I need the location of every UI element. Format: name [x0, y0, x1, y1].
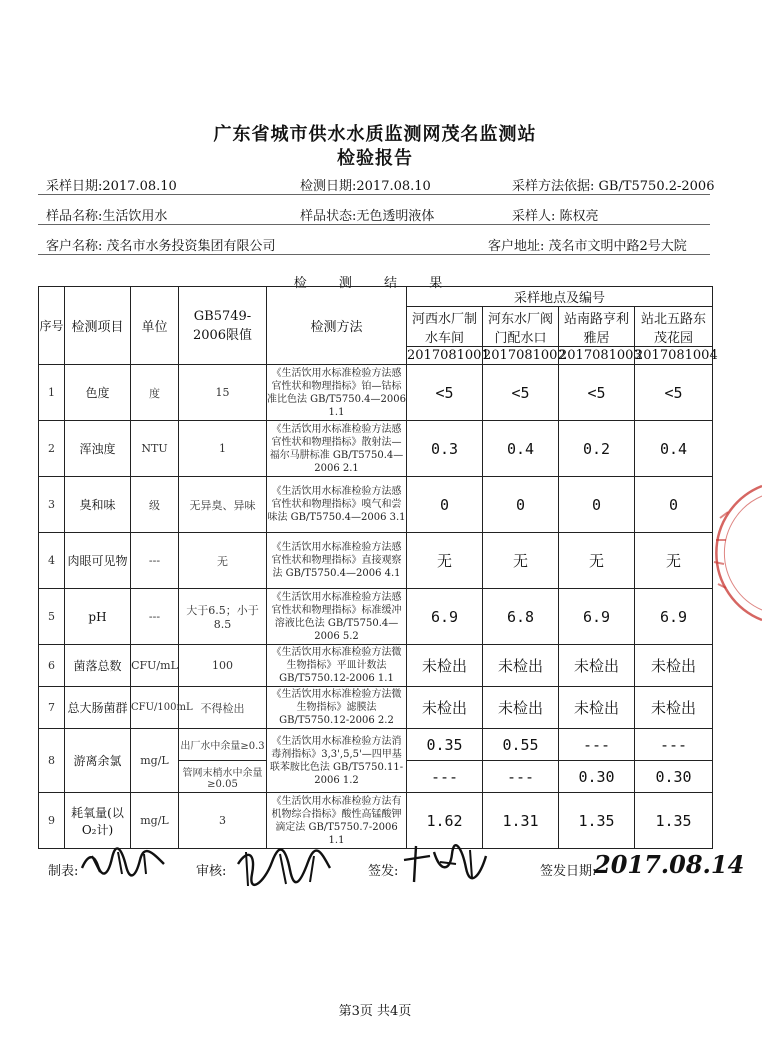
- row-value: 0.4: [483, 421, 559, 477]
- sampling-method: 采样方法依据: GB/T5750.2-2006: [512, 179, 715, 194]
- row-no: 9: [39, 793, 65, 849]
- row-value: 无: [483, 533, 559, 589]
- table-row: [39, 589, 713, 645]
- table-row: [39, 729, 713, 761]
- row-no: 4: [39, 533, 65, 589]
- row-value: ---: [483, 761, 559, 793]
- site-name: 站北五路东茂花园: [635, 307, 713, 347]
- row-value: 0.55: [483, 729, 559, 761]
- info-row-2: [38, 202, 710, 225]
- row-unit: mg/L: [131, 793, 179, 849]
- info-row-1: [38, 172, 715, 195]
- row-value: 0.4: [635, 421, 713, 477]
- row-value: 0.30: [559, 761, 635, 793]
- header-item: 检测项目: [65, 287, 131, 365]
- row-no: 1: [39, 365, 65, 421]
- site-code: 2017081004: [635, 348, 718, 363]
- site-name: 河西水厂制水车间: [407, 307, 483, 347]
- sample-date: 采样日期:2017.08.10: [46, 179, 177, 194]
- row-unit: 级: [131, 477, 179, 533]
- info-row-3: [38, 232, 710, 255]
- section-title: 检 测 结 果: [293, 276, 457, 291]
- row-value: <5: [635, 365, 713, 421]
- prepared-by-label: 制表:: [48, 864, 79, 879]
- site-code: 2017081001: [407, 348, 490, 363]
- row-method: 《生活饮用水标准检验方法感官性状和物理指标》嗅气和尝味法 GB/T5750.4—2006 3.1: [267, 477, 407, 533]
- row-method: 《生活饮用水标准检验方法消毒剂指标》3,3',5,5'—四甲基联苯胺比色法 GB/T5750.11-2006 1.2: [267, 729, 407, 793]
- sample-state: 样品状态:无色透明液体: [300, 209, 435, 224]
- header-no: 序号: [39, 287, 65, 365]
- row-limit: 大于6.5；小于8.5: [179, 589, 267, 645]
- row-unit: ---: [131, 589, 179, 645]
- row-value: 6.9: [407, 589, 483, 645]
- row-value: 无: [559, 533, 635, 589]
- row-limit: 无异臭、异味: [179, 477, 267, 533]
- row-item: 总大肠菌群: [65, 687, 131, 729]
- row-value: 0.30: [635, 761, 713, 793]
- header-unit: 单位: [131, 287, 179, 365]
- prepared-by-signature: [78, 846, 168, 880]
- table-row: [39, 365, 713, 421]
- row-item: 臭和味: [65, 477, 131, 533]
- report-title: 广东省城市供水水质监测网茂名监测站: [213, 124, 537, 145]
- table-row: [39, 533, 713, 589]
- row-value: 1.35: [635, 793, 713, 849]
- reviewed-by-label: 审核:: [196, 864, 227, 879]
- row-item: 浑浊度: [65, 421, 131, 477]
- table-row: [39, 645, 713, 687]
- header-limit: GB5749-2006限值: [179, 287, 267, 365]
- row-limit: 15: [179, 365, 267, 421]
- row-limit: 出厂水中余量≥0.3: [179, 729, 267, 761]
- issued-by-label: 签发:: [368, 864, 399, 879]
- row-value: 未检出: [483, 687, 559, 729]
- row-value: 未检出: [407, 687, 483, 729]
- row-method: 《生活饮用水标准检验方法微生物指标》滤膜法 GB/T5750.12-2006 2.2: [267, 687, 407, 729]
- row-value: 6.9: [559, 589, 635, 645]
- sample-name: 样品名称:生活饮用水: [46, 209, 168, 224]
- table-row: [39, 421, 713, 477]
- row-no: 5: [39, 589, 65, 645]
- row-value: 0.3: [407, 421, 483, 477]
- row-limit: 100: [179, 645, 267, 687]
- row-no: 6: [39, 645, 65, 687]
- row-value: 1.62: [407, 793, 483, 849]
- issued-by-signature: [400, 842, 490, 886]
- row-method: 《生活饮用水标准检验方法感官性状和物理指标》标准缓冲溶液比色法 GB/T5750.4—2006 5.2: [267, 589, 407, 645]
- row-value: 0.2: [559, 421, 635, 477]
- row-no: 7: [39, 687, 65, 729]
- header-sites: 采样地点及编号: [407, 287, 713, 307]
- client-name: 客户名称: 茂名市水务投资集团有限公司: [46, 239, 276, 254]
- row-no: 8: [39, 729, 65, 793]
- row-value: <5: [483, 365, 559, 421]
- row-value: 无: [407, 533, 483, 589]
- row-method: 《生活饮用水标准检验方法感官性状和物理指标》散射法—福尔马肼标准 GB/T5750.4—2006 2.1: [267, 421, 407, 477]
- row-value: 未检出: [559, 687, 635, 729]
- row-unit: 度: [131, 365, 179, 421]
- row-no: 2: [39, 421, 65, 477]
- row-method: 《生活饮用水标准检验方法微生物指标》平皿计数法 GB/T5750.12-2006 1.1: [267, 645, 407, 687]
- page-number: 第3页 共4页: [338, 1004, 412, 1019]
- row-item: 游离余氯: [65, 729, 131, 793]
- row-item: pH: [65, 589, 131, 645]
- row-value: 6.8: [483, 589, 559, 645]
- row-item: 肉眼可见物: [65, 533, 131, 589]
- row-limit: 1: [179, 421, 267, 477]
- row-value: 未检出: [559, 645, 635, 687]
- results-table: [38, 286, 718, 849]
- row-value: 1.35: [559, 793, 635, 849]
- header-method: 检测方法: [267, 287, 407, 365]
- row-item: 耗氧量(以O₂计): [65, 793, 131, 849]
- row-value: 0: [483, 477, 559, 533]
- table-row: [39, 477, 713, 533]
- row-value: ---: [559, 729, 635, 761]
- row-value: <5: [407, 365, 483, 421]
- site-name: 河东水厂阀门配水口: [483, 307, 559, 347]
- row-item: 菌落总数: [65, 645, 131, 687]
- row-value: 未检出: [635, 645, 713, 687]
- row-unit: CFU/mL: [131, 645, 179, 687]
- row-method: 《生活饮用水标准检验方法感官性状和物理指标》铂—钴标准比色法 GB/T5750.4—2006 1.1: [267, 365, 407, 421]
- row-unit: CFU/100mL: [131, 687, 179, 729]
- row-unit: NTU: [131, 421, 179, 477]
- row-limit: 3: [179, 793, 267, 849]
- row-value: 1.31: [483, 793, 559, 849]
- row-unit: ---: [131, 533, 179, 589]
- row-value: 无: [635, 533, 713, 589]
- table-row: [39, 793, 713, 849]
- row-value: 0: [635, 477, 713, 533]
- row-value: ---: [407, 761, 483, 793]
- site-name: 站南路亨利雅居: [559, 307, 635, 347]
- row-limit: 管网末梢水中余量≥0.05: [179, 761, 267, 793]
- site-code: 2017081003: [559, 348, 642, 363]
- row-value: ---: [635, 729, 713, 761]
- row-value: 未检出: [635, 687, 713, 729]
- table-row: [39, 687, 713, 729]
- row-item: 色度: [65, 365, 131, 421]
- row-value: 6.9: [635, 589, 713, 645]
- issue-date-label: 签发日期:: [540, 864, 597, 879]
- row-value: 0.35: [407, 729, 483, 761]
- row-limit: 无: [179, 533, 267, 589]
- red-seal-stamp: [702, 478, 762, 628]
- row-value: 0: [407, 477, 483, 533]
- reviewed-by-signature: [234, 844, 334, 890]
- row-unit: mg/L: [131, 729, 179, 793]
- row-value: 0: [559, 477, 635, 533]
- row-method: 《生活饮用水标准检验方法感官性状和物理指标》直接观察法 GB/T5750.4—2006 4.1: [267, 533, 407, 589]
- row-no: 3: [39, 477, 65, 533]
- client-address: 客户地址: 茂名市文明中路2号大院: [488, 239, 687, 254]
- row-value: 未检出: [407, 645, 483, 687]
- row-value: 未检出: [483, 645, 559, 687]
- row-limit: 不得检出: [179, 687, 267, 729]
- report-subtitle: 检验报告: [337, 148, 413, 169]
- row-method: 《生活饮用水标准检验方法有机物综合指标》酸性高锰酸钾滴定法 GB/T5750.7-2006 1.1: [267, 793, 407, 849]
- test-date: 检测日期:2017.08.10: [300, 179, 431, 194]
- site-code: 2017081002: [483, 348, 566, 363]
- row-value: <5: [559, 365, 635, 421]
- sampler: 采样人: 陈权亮: [512, 209, 599, 224]
- issue-date-handwritten: 2017.08.14: [594, 850, 745, 879]
